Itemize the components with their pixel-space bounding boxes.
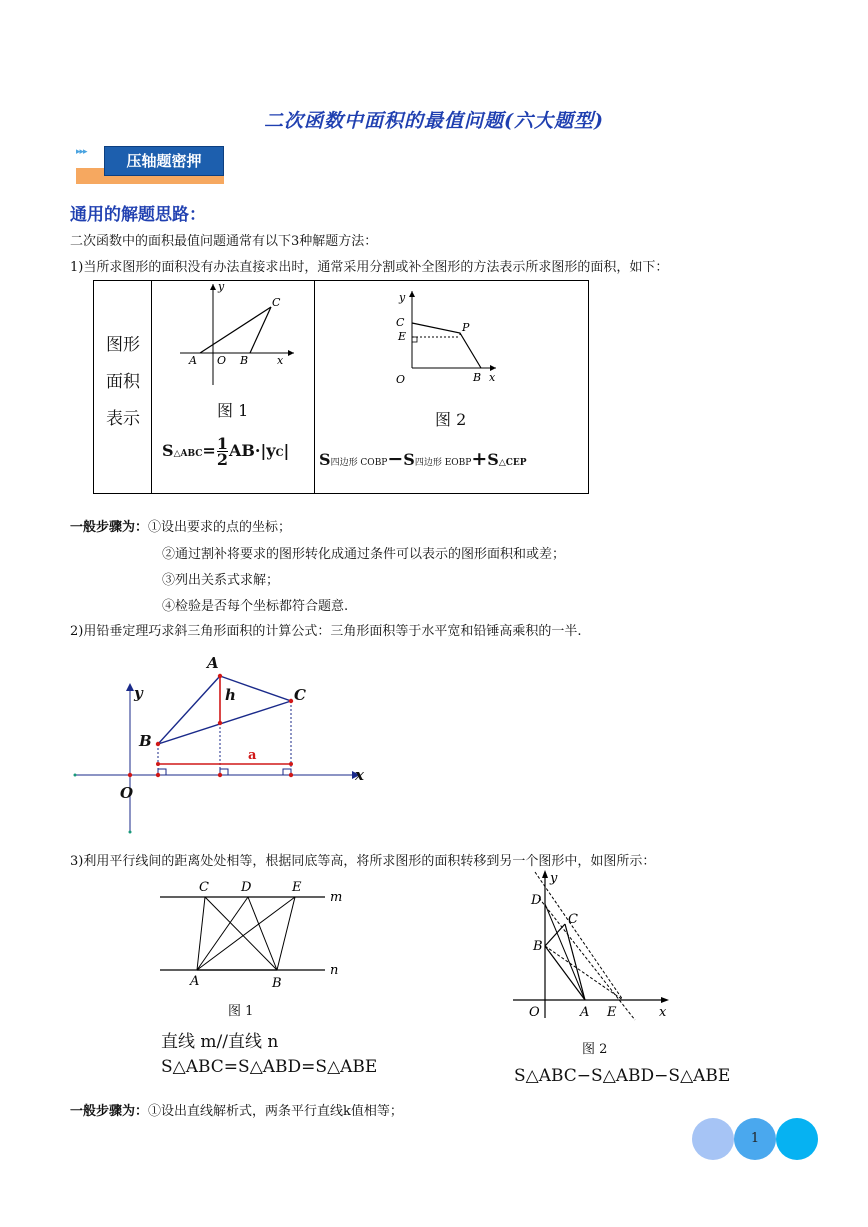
formula-subscript: △CEP [498, 458, 527, 468]
steps1-first [70, 516, 291, 535]
page-circle-decoration [692, 1118, 734, 1160]
tr-B-label: B [533, 939, 543, 954]
formula-symbol: S [487, 450, 499, 469]
fig2-x-label: x [489, 371, 496, 384]
figure-2-formula [319, 448, 527, 470]
fig1-x-label: x [277, 354, 284, 367]
steps2-line [70, 1100, 403, 1119]
plumb-x-label: x [355, 766, 364, 784]
formula-symbol: S [162, 441, 174, 460]
step-item: ①设出直线解析式，两条平行直线k值相等； [148, 1104, 403, 1119]
fig2-P-label: P [462, 321, 470, 334]
fig1-y-label: y [218, 281, 225, 293]
page-circle-decoration [776, 1118, 818, 1160]
fig1-O-label: O [217, 354, 227, 367]
tr-D-label: D [531, 893, 542, 908]
formula-equals: = [202, 441, 216, 460]
formula-subscript: △ABC [173, 449, 203, 459]
figure-2-caption: 图 2 [435, 410, 467, 429]
plumb-C-label: C [294, 686, 306, 704]
par-B-label: B [272, 976, 282, 991]
fig2-B-label: B [473, 371, 482, 384]
par-m-label: m [330, 890, 343, 905]
plumb-y-label: y [134, 684, 143, 702]
page-number: 1 [750, 1131, 760, 1146]
step-item: ②通过割补将要求的图形转化成通过条件可以表示的图形面积和或差； [162, 547, 566, 562]
formula-subscript: 四边形 COBP [330, 458, 388, 468]
banner-arrows-icon: ▸▸▸ [76, 147, 87, 157]
step-item: ③列出关系式求解； [162, 573, 280, 588]
figure-1-formula [162, 436, 289, 467]
intro-text: 二次函数中的面积最值问题通常有以下3种解题方法： [70, 234, 378, 249]
figure-1-diagram [152, 281, 314, 391]
par-n-label: n [330, 963, 339, 978]
tr-x-label: x [659, 1005, 667, 1020]
side-label-line: 面积 [106, 372, 140, 392]
formula-symbol: S [319, 450, 331, 469]
par-A-label: A [190, 974, 200, 989]
plumb-a-label: a [248, 748, 257, 763]
figure-2-diagram [388, 281, 508, 391]
tr-A-label: A [580, 1005, 590, 1020]
page-title: 二次函数中面积的最值问题(六大题型) [264, 110, 604, 132]
table-divider [314, 281, 315, 493]
side-label-line: 图形 [106, 335, 140, 355]
fraction-denominator: 2 [216, 450, 228, 469]
fig1-A-label: A [189, 354, 197, 367]
plumb-A-label: A [207, 654, 219, 672]
tr-y-label: y [550, 871, 558, 886]
step-item: ④检验是否每个坐标都符合题意. [162, 599, 349, 614]
section-heading: 通用的解题思路： [70, 205, 206, 225]
fig2-y-label: y [399, 291, 406, 304]
fig1-C-label: C [272, 296, 281, 309]
diagram3b-equation: S△ABC−S△ABD−S△ABE [514, 1066, 731, 1086]
plumb-O-label: O [120, 784, 134, 802]
formula-subscript: 四边形 EOBP [414, 458, 472, 468]
fig2-E-label: E [398, 330, 407, 343]
formula-subscript: C [275, 448, 284, 459]
diagram3b-caption: 图 2 [582, 1042, 608, 1057]
formula-fraction [217, 436, 228, 467]
area-table [93, 280, 589, 494]
steps-lead: 一般步骤为： [70, 520, 149, 535]
formula-plus: + [471, 448, 488, 470]
parallel-lines-diagram [155, 874, 355, 994]
fig1-B-label: B [240, 354, 249, 367]
tr-E-label: E [607, 1005, 617, 1020]
plumb-line-diagram [70, 650, 380, 840]
par-D-label: D [241, 880, 252, 895]
fraction-numerator: 1 [216, 434, 228, 453]
formula-minus: − [387, 448, 404, 470]
step-item: ①设出要求的点的坐标； [148, 520, 292, 535]
steps-lead: 一般步骤为： [70, 1104, 149, 1119]
plumb-B-label: B [139, 732, 152, 750]
figure-1-caption: 图 1 [217, 401, 249, 420]
side-label-line: 表示 [106, 409, 140, 429]
method2-text: 2)用铅垂定理巧求斜三角形面积的计算公式：三角形面积等于水平宽和铅锤高乘积的一半. [70, 624, 582, 639]
tr-O-label: O [529, 1005, 540, 1020]
formula-bar: | [283, 441, 290, 460]
tr-C-label: C [568, 912, 578, 927]
plumb-h-label: h [225, 686, 236, 704]
method3-text: 3)利用平行线间的距离处处相等，根据同底等高，将所求图形的面积转移到另一个图形中，如图所示： [70, 854, 656, 869]
method1-text: 1)当所求图形的面积没有办法直接求出时，通常采用分割或补全图形的方法表示所求图形的面积，如下： [70, 260, 669, 275]
transfer-area-diagram [505, 868, 685, 1028]
formula-symbol: S [403, 450, 415, 469]
diagram3a-equation: S△ABC=S△ABD=S△ABE [161, 1057, 378, 1077]
diagram3a-caption: 图 1 [228, 1004, 254, 1019]
fig2-O-label: O [396, 373, 406, 386]
parallel-statement: 直线 m//直线 n [161, 1032, 279, 1052]
table-side-label [94, 327, 152, 438]
par-E-label: E [292, 880, 302, 895]
par-C-label: C [199, 880, 209, 895]
section-banner: 压轴题密押 [104, 146, 224, 176]
fig2-C-label: C [396, 316, 405, 329]
formula-body: AB·|y [228, 441, 276, 460]
